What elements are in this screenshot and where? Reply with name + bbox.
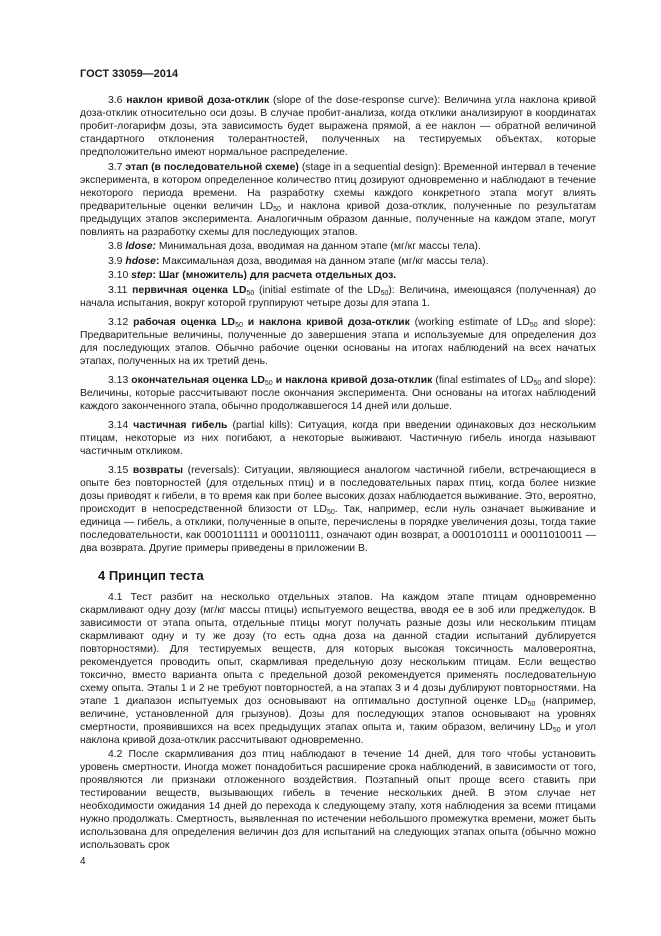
text-run: and slope): Предварительные величины, полученные до завершения этапа и используемые для определения доз для последующих этапов. Обычно рабочие оценки основаны на итогах наблюдений на всех начатых этапах, полученных на их третий день.: [80, 316, 596, 367]
term: :: [155, 255, 160, 267]
paragraph: [80, 269, 596, 282]
text-run: Минимальная доза, вводимая на данном этапе (мг/кг массы тела).: [155, 241, 481, 252]
text-run: . Так, например, если нуль означает выживание и единица — гибель, а отклики, полученные в опыте, перечислены в порядке увеличения дозы, тогда такие последовательности, как 0001011111 и 000110111, означают один возврат, а 0001010111 и 00011010011 — два возврата. Другие примеры приведены в приложении В.: [80, 503, 596, 554]
subscript: 50: [273, 205, 281, 213]
paragraph: [80, 255, 596, 268]
paragraph: [80, 316, 596, 368]
term: первичная оценка LD: [132, 284, 247, 296]
text-run: 3.11: [108, 284, 133, 296]
text-run: ): Величина, имеющаяся (полученная) до начала испытания, вокруг которой группируют четыре дозы для этапа 1.: [80, 284, 596, 309]
term: : Шаг (множитель) для расчета отдельных доз.: [152, 270, 397, 281]
text-run: (stage in a sequential design): Временной интервал в течение эксперимента, в котором определенное количество птиц дозируют одновременно и наблюдают в течение некоторого периода времени. На разработку схемы каждого конкретного этапа могут влиять предварительные оценки величин LD: [80, 161, 596, 212]
paragraph: [80, 284, 596, 310]
text-run: and slope): Величины, которые рассчитывают после окончания эксперимента. Они основаны на итогах наблюдений каждого законченного этапа, обычно продолжавшегося 14 дней или дольше.: [80, 374, 596, 412]
section-heading: [98, 569, 596, 582]
text-run: (например, величине, установленной для грызунов). Дозы для последующих этапов основывают на уровнях смертности, проявившихся на всех предыдущих этапах опыта и, таким образом, величину LD: [80, 695, 596, 733]
document-body: [80, 94, 596, 854]
subscript: 50: [529, 321, 538, 329]
text-run: и угол наклона кривой доза-отклик рассчитывают одновременно.: [80, 721, 596, 746]
text-run: (reversals): Ситуации, являющиеся аналогом частичной гибели, встречающиеся в опыте без повторностей (для отдельных птиц) и в последовательных парах птиц, когда более низкие дозы приводят к гибели, в то время как при более высоких дозах наблюдается выживание. Это, вероятно, происходит в непосредственной близости от LD: [80, 464, 596, 515]
paragraph: [80, 94, 596, 159]
subscript: 50: [533, 379, 542, 387]
subscript: 50: [527, 700, 536, 708]
paragraph: [80, 161, 596, 239]
text-run: 3.7: [108, 161, 126, 173]
subscript: 50: [246, 289, 255, 297]
text-run: 3.13: [108, 374, 132, 386]
term: рабочая оценка LD: [133, 316, 236, 328]
text-run: 3.12: [108, 316, 134, 328]
text-run: 3.14: [108, 419, 134, 431]
text-run: 3.15: [108, 464, 133, 476]
text-run: (working estimate of LD: [409, 316, 530, 328]
term: возвраты: [132, 464, 183, 476]
text-run: 4.1 Тест разбит на несколько отдельных этапов. На каждом этапе птицам одновременно скармливают одну дозу (мг/кг массы птицы) испытуемого вещества, вводя ее в зоб или преджелудок. В зависимости от этапа опыта, отдельные птицы могут получать разные дозы или нескольким птицам скармливают одну и ту же дозу (то есть одна доза на данной стадии испытаний дублируется повторностями). Для тестируемых веществ, для которых высокая токсичность маловероятна, рекомендуется проводить опыт, скармливая предельную дозу нескольким птицам. Если вещество токсично, вместо варианта опыта с предельной дозой рекомендуется применять последовательную схему опыта. Этапы 1 и 2 не требуют повторностей, а на этапах 3 и 4 дозы дублируют повторностями. На этапе 1 диапазон испытуемых доз основывают на оптимально доступной оценке LD: [80, 591, 596, 707]
page-number: 4: [80, 856, 86, 867]
term: 4 Принцип теста: [98, 567, 204, 583]
text-run: (initial estimate of the LD: [254, 284, 381, 296]
paragraph: [80, 419, 596, 458]
paragraph: [80, 591, 596, 747]
text-run: (slope of the dose-response curve): Величина угла наклона кривой доза-отклик относительно оси дозы. В случае пробит-анализа, когда отклики анализируют в координатах пробит-логарифм дозы, эта зависимость будет выражена прямой, а ее наклон — обратной величиной стандартного отклонения толерантностей, полученных на тестируемых объектах, которые предположительно имеют нормальное распределение.: [80, 95, 596, 158]
text-run: 3.10: [108, 270, 132, 281]
term: и наклона кривой доза-отклик: [242, 316, 410, 328]
subscript: 50: [264, 379, 273, 387]
text-run: Максимальная доза, вводимая на данном этапе (мг/кг массы тела).: [159, 255, 489, 267]
paragraph: [80, 748, 596, 852]
term: hdose: [125, 255, 156, 267]
term: частичная гибель: [133, 419, 228, 431]
subscript: 50: [326, 508, 335, 516]
text-run: 3.8: [108, 241, 126, 252]
paragraph: [80, 464, 596, 555]
text-run: 4.2 После скармливания доз птиц наблюдают в течение 14 дней, для того чтобы установить уровень смертности. Иногда может понадобиться расширение срока наблюдений, в зависимости от того, проявляются ли признаки отложенного воздействия. Поэтапный опыт проще всего ставить при тестировании веществ, вызывающих гибель в течение нескольких дней. В этом случае нет необходимости ожидания 14 дней до перехода к следующему этапу, хотя наблюдения за всеми птицами нужно продолжать. Смертность, выявленная по истечении небольшого промежутка времени, может быть использована для определения величин доз для испытаний на следующих этапах опыта (обычно можно использовать срок: [80, 749, 596, 851]
text-run: 3.9: [108, 255, 126, 267]
subscript: 50: [235, 321, 243, 329]
term: наклон кривой доза-отклик: [126, 95, 270, 106]
paragraph: [80, 374, 596, 413]
subscript: 50: [552, 726, 561, 734]
text-run: и наклона кривой доза-отклик, полученные по результатам предыдущих этапов эксперимента. Аналогичным образом данные, полученные на каждом этапе, могут повлиять на разработку схемы для последующих этапов.: [80, 200, 597, 238]
subscript: 50: [380, 289, 389, 297]
term: окончательная оценка LD: [131, 374, 265, 386]
term: этап (в последовательной схеме): [125, 161, 299, 173]
term: и наклона кривой доза-отклик: [272, 374, 433, 386]
term: ldose:: [125, 241, 156, 252]
paragraph: [80, 240, 596, 253]
document-header: ГОСТ 33059—2014: [80, 68, 179, 80]
text-run: (final estimates of LD: [432, 374, 534, 386]
text-run: 3.6: [108, 95, 127, 106]
term: step: [131, 270, 153, 281]
text-run: (partial kills): Ситуация, когда при введении одинаковых доз нескольким птицам, некоторые из них погибают, а некоторые выживают. Частичную гибель иногда называют частичным откликом.: [80, 419, 596, 457]
